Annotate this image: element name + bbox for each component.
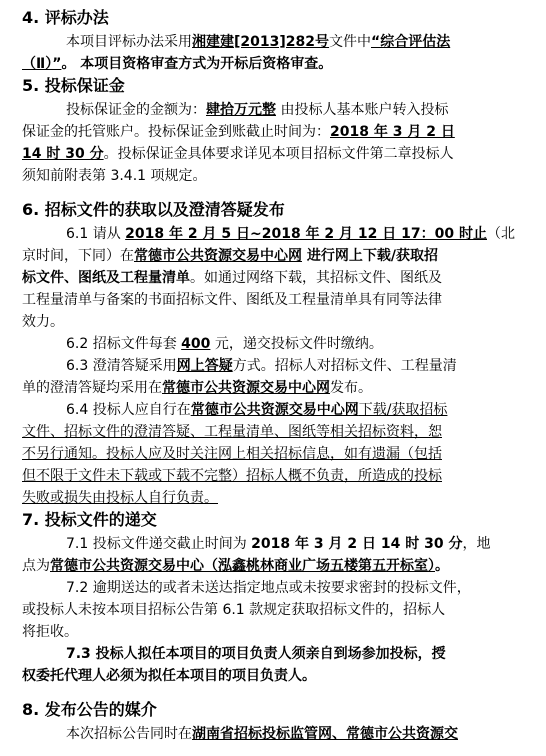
deposit-deadline-date: 2018 年 3 月 2 日 xyxy=(330,124,455,140)
text: 文件中 xyxy=(329,34,371,50)
text: 京时间，下同）在 xyxy=(22,248,134,264)
section-7-line-7: 权委托代理人必须为拟任本项目的项目负责人。 xyxy=(22,668,316,684)
text: 。如通过网络下载，其招标文件、图纸及 xyxy=(190,270,442,286)
section-5-line-4: 须知前附表第 3.4.1 项规定。 xyxy=(22,168,207,184)
section-6-line-4: 工程量清单与备案的书面招标文件、图纸及工程量清单具有同等法律 xyxy=(22,292,442,308)
text: 6.2 招标文件每套 xyxy=(66,336,182,352)
evaluation-method-cont: （Ⅱ）” xyxy=(22,56,62,72)
section-8-heading: 8. 发布公告的媒介 xyxy=(22,700,157,719)
text: 元，递交投标文件时缴纳。 xyxy=(210,336,383,352)
section-7-line-1 xyxy=(66,534,490,554)
section-6-line-9 xyxy=(66,400,447,420)
qualification-review: 。 本项目资格审查方式为开标后资格审查。 xyxy=(61,56,333,72)
section-6-line-1 xyxy=(66,224,515,244)
trading-center-website: 常德市公共资源交易中心网 xyxy=(190,402,359,418)
deposit-deadline-time: 14 时 30 分 xyxy=(22,146,104,162)
section-5-line-3 xyxy=(22,144,454,164)
text: 由投标人基本账户转入投标 xyxy=(276,102,449,118)
section-6-line-2 xyxy=(22,246,438,266)
text: 6.3 澄清答疑采用 xyxy=(66,358,177,374)
section-4-line-2 xyxy=(22,54,332,74)
section-6-line-11: 不另行通知。投标人应及时关注网上相关招标信息，如有遗漏（包括 xyxy=(22,446,442,462)
section-8-line-1 xyxy=(66,724,458,744)
evaluation-method: “综合评估法 xyxy=(371,34,451,50)
trading-center-website: 常德市公共资源交易中心网 xyxy=(162,380,330,396)
section-6-line-6 xyxy=(66,334,383,354)
download-period: 2018 年 2 月 5 日~2018 年 2 月 12 日 17：00 时止 xyxy=(125,226,487,242)
section-7-line-4: 或投标人未按本项目招标公告第 6.1 款规定获取招标文件的，招标人 xyxy=(22,602,446,618)
text: 。 xyxy=(435,558,449,574)
section-4-line-1 xyxy=(66,32,450,52)
text: 发布。 xyxy=(330,380,372,396)
text: 。投标保证金具体要求详见本项目招标文件第二章投标人 xyxy=(103,146,454,162)
deposit-amount: 肆拾万元整 xyxy=(206,102,276,118)
text: （北 xyxy=(487,226,515,242)
section-6-line-13: 失败或损失由投标人自行负责。 xyxy=(22,490,218,506)
section-6-line-10: 文件、招标文件的澄清答疑、工程量清单、图纸等相关招标资料，恕 xyxy=(22,424,442,440)
section-6-heading: 6. 招标文件的获取以及澄清答疑发布 xyxy=(22,200,285,219)
text: 投标保证金的金额为： xyxy=(66,102,206,118)
text: 6.1 请从 xyxy=(66,226,126,242)
text: 点为 xyxy=(22,558,50,574)
section-7-line-3: 7.2 逾期送达的或者未送达指定地点或未按要求密封的投标文件， xyxy=(66,580,471,596)
document-price: 400 xyxy=(181,336,211,352)
text: 标文件、图纸及工程量清单 xyxy=(22,270,190,286)
text: ，地 xyxy=(462,536,491,552)
text: 6.4 投标人应自行在 xyxy=(66,402,191,418)
section-5-line-2 xyxy=(22,122,455,142)
section-5-line-1 xyxy=(66,100,448,120)
submission-deadline: 2018 年 3 月 2 日 14 时 30 分 xyxy=(251,536,463,552)
text: 进行网上下载/获取招 xyxy=(302,248,438,264)
online-qa: 网上答疑 xyxy=(176,358,233,374)
section-5-heading: 5. 投标保证金 xyxy=(22,76,125,95)
submission-location: 常德市公共资源交易中心（泓鑫桃林商业广场五楼第五开标室） xyxy=(50,558,435,574)
text: 本项目评标办法采用 xyxy=(66,34,192,50)
text: 保证金的托管账户。投标保证金到账截止时间为： xyxy=(22,124,330,140)
text: 本次招标公告同时在 xyxy=(66,726,192,742)
trading-center-website: 常德市公共资源交易中心网 xyxy=(134,248,302,264)
text: 7.1 投标文件递交截止时间为 xyxy=(66,536,252,552)
section-6-line-8 xyxy=(22,378,372,398)
text: 单的澄清答疑均采用在 xyxy=(22,380,162,396)
section-6-line-12: 但不限于文件未下载或下载不完整）招标人概不负责，所造成的投标 xyxy=(22,468,442,484)
section-4-heading: 4. 评标办法 xyxy=(22,8,109,27)
section-6-line-3 xyxy=(22,268,442,288)
section-6-line-7 xyxy=(66,356,457,376)
section-7-line-2 xyxy=(22,556,449,576)
document-number: 湘建建[2013]282号 xyxy=(192,34,329,50)
section-7-line-6: 7.3 投标人拟任本项目的项目负责人须亲自到场参加投标，授 xyxy=(66,646,446,662)
text: 方式。招标人对招标文件、工程量清 xyxy=(232,358,457,374)
section-6-line-5: 效力。 xyxy=(22,314,64,330)
section-7-heading: 7. 投标文件的递交 xyxy=(22,510,157,529)
text: 下载/获取招标 xyxy=(358,402,448,418)
section-7-line-5: 将拒收。 xyxy=(22,624,78,640)
publication-media: 湖南省招标投标监管网、常德市公共资源交 xyxy=(192,726,458,742)
